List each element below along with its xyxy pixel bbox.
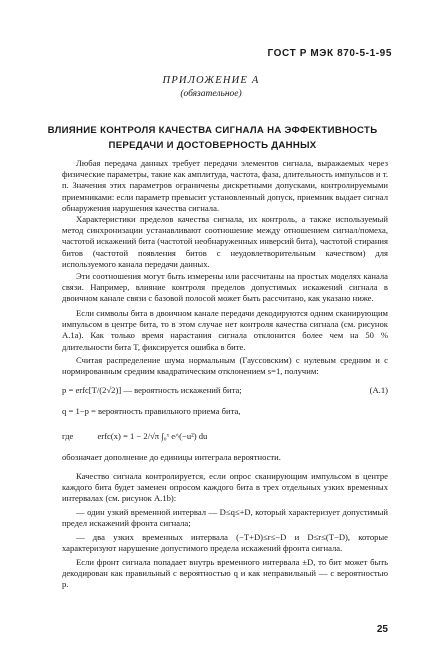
formula-1 (62, 384, 388, 396)
paragraph-9: — два узких временных интервала (−T+D)≤r≤−D и D≤r≤(T−D), которые характеризуют нарушение допустимого предела искажений фронта сигнала. (62, 532, 388, 554)
formula-1-text: p = erfc[T/(2√2)] — вероятность искажений бита; (62, 385, 242, 395)
paragraph-7: Качество сигнала контролируется, если опрос сканирующим импульсом в центре каждого бита будет заменен опросом каждого бита в трех отдельных узких временных интервалах (см. рисунок А.1b): (62, 471, 388, 504)
formula-number: (А.1) (369, 385, 388, 395)
page-number: 25 (376, 624, 388, 635)
formula-3 (62, 430, 388, 442)
paragraph-10: Если фронт сигнала попадает внутрь временного интервала ±D, то бит может быть декодирован как правильный с вероятностью q и как неправильный — с вероятностью p. (62, 557, 388, 590)
paragraph-6: обозначает дополнение до единицы интеграла вероятности. (62, 452, 281, 462)
paragraph-5: Считая распределение шума нормальным (Гауссовским) с нулевым средним и с нормированным средним квадратическим отклонением s=1, получим: (62, 355, 388, 377)
standard-code: ГОСТ Р МЭК 870-5-1-95 (267, 48, 392, 59)
paragraph-2: Характеристики пределов качества сигнала, их контроль, а также используемый метод синхронизации устанавливают соотношение между отношением сигнал/помеха, частотой искажений бита (частотой необнаруженных инверсий бита), частотой стирания битов (частотой появления битов с неудовлетворительным качеством) для используемого канала передачи данных. (62, 214, 388, 269)
appendix-note: (обязательное) (180, 89, 242, 99)
section-heading: ВЛИЯНИЕ КОНТРОЛЯ КАЧЕСТВА СИГНАЛА НА ЭФФЕКТИВНОСТЬ ПЕРЕДАЧИ И ДОСТОВЕРНОСТЬ ДАННЫХ (47, 125, 378, 151)
paragraph-3: Эти соотношения могут быть измерены или рассчитаны на простых моделях канала связи. Например, влияние контроля пределов допустимых искажений сигнала в двоичном канале связи с базовой полосой может быть рассчитано, как указано ниже. (62, 271, 388, 304)
formula-3-label: где (62, 431, 74, 441)
paragraph-4: Если символы бита в двоичном канале передачи декодируются одним сканирующим импульсом в центре бита, то в этом случае нет контроля качества сигнала (см. рисунок А.1а). Как только время нарастания сигнала отклонится более чем на 50 % длительности бита T, фиксируется ошибка в бите. (62, 308, 388, 352)
formula-3-text: erfc(x) = 1 − 2/√π ∫₀ˣ e^(−u²) du (97, 431, 208, 441)
paragraph-1: Любая передача данных требует передачи элементов сигнала, выражаемых через физические параметры, такие как амплитуда, частота, фаза, длительность импульсов и т. п. Значения этих параметров ограничены дискретными допусками, контролируемыми приемниками: если параметр превысит установленный допуск, приемник выдает сигнал обнаружения нарушения качества сигнала. (62, 158, 388, 213)
paragraph-8: — один узкий временной интервал — D≤q≤+D, который характеризует допустимый предел искажений фронта сигнала; (62, 507, 388, 529)
formula-2-text: q = 1−p = вероятность правильного приема бита, (62, 406, 241, 416)
appendix-title: ПРИЛОЖЕНИЕ А (162, 75, 260, 86)
formula-2 (62, 405, 388, 417)
